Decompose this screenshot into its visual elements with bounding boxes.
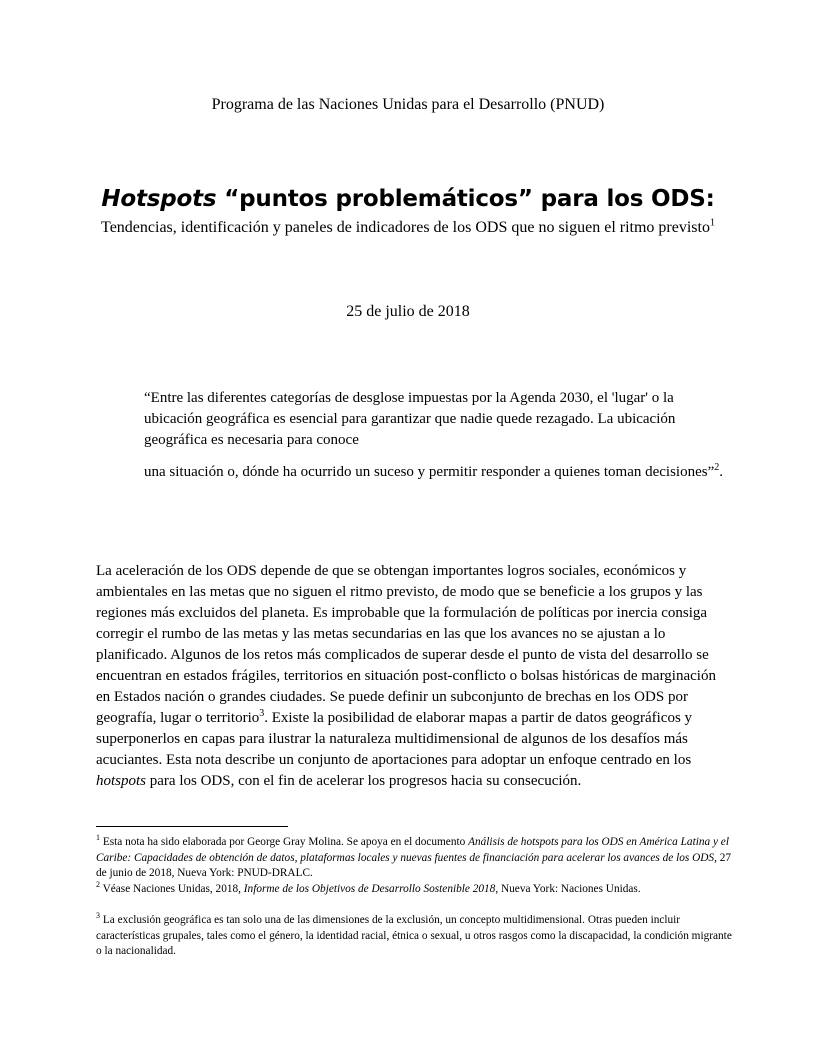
footnote-text: Véase Naciones Unidas, 2018, bbox=[100, 883, 244, 895]
quote-text: una situación o, dónde ha ocurrido un suceso y permitir responder a quienes toman decisiones” bbox=[144, 464, 715, 480]
footnote-1 bbox=[96, 835, 736, 882]
body-paragraph bbox=[96, 561, 726, 792]
body-text-1: La aceleración de los ODS depende de que se obtengan importantes logros sociales, económicos y ambientales en las metas que no siguen el ritmo previsto, de modo que se beneficie a los grupos y las regiones más excluidos del planeta. Es improbable que la formulación de políticas por inercia consiga corregir el rumbo de las metas y las metas secundarias en las que los avances no se ajustan a lo planificado. Algunos de los retos más complicados de superar desde el punto de vista del desarrollo se encuentran en estados frágiles, territorios en situación post-conflicto o bolsas históricas de marginación en Estados nación o grandes ciudades. Se puede definir un subconjunto de brechas en los ODS por geografía, lugar o territorio bbox=[96, 563, 716, 726]
footnote-ref-2[interactable]: 2 bbox=[714, 462, 720, 473]
subtitle-text: Tendencias, identificación y paneles de indicadores de los ODS que no siguen el ritmo previsto bbox=[101, 219, 710, 236]
document-date: 25 de julio de 2018 bbox=[346, 303, 470, 320]
title-rest: “puntos problemáticos” para los ODS: bbox=[216, 186, 715, 212]
footnote-italic: Informe de los Objetivos de Desarrollo Sostenible 2018 bbox=[243, 883, 496, 895]
footnote-italic: Análisis de hotspots para los ODS en América Latina y el Caribe: Capacidades de obtención de datos, plataformas locales y nuevas fuentes de financiación para acelerar los avances de los ODS bbox=[96, 836, 729, 864]
body-italic: hotspots bbox=[96, 773, 147, 789]
footnote-number: 1 bbox=[96, 833, 100, 843]
organization-header: Programa de las Naciones Unidas para el Desarrollo (PNUD) bbox=[211, 96, 605, 113]
title-italic: Hotspots bbox=[101, 186, 217, 212]
footnote-text: Esta nota ha sido elaborada por George Gray Molina. Se apoya en el documento bbox=[100, 836, 469, 848]
footnote-separator bbox=[96, 826, 288, 827]
footnote-number: 2 bbox=[96, 880, 100, 890]
body-text-2: . Existe la posibilidad de elaborar mapas a partir de datos geográficos y superponerlos en capas para ilustrar la naturaleza multidimensional de algunos de los desafíos más acuciantes. Esta nota describe un conjunto de aportaciones para adoptar un enfoque centrado en los bbox=[96, 710, 693, 768]
footnote-2 bbox=[96, 882, 736, 898]
footnote-3 bbox=[96, 913, 736, 960]
quote-paragraph-2 bbox=[144, 462, 724, 483]
body-text-3: para los ODS, con el fin de acelerar los progresos hacia su consecución. bbox=[146, 773, 582, 789]
quote-paragraph-1: “Entre las diferentes categorías de desglose impuestas por la Agenda 2030, el 'lugar' o la ubicación geográfica es esencial para garantizar que nadie quede rezagado. La ubicación geográfica es necesaria para conoce bbox=[144, 390, 676, 448]
footnote-text-end: , 27 de junio de 2018, Nueva York: PNUD-DRALC. bbox=[96, 851, 732, 879]
footnote-ref-3[interactable]: 3 bbox=[259, 708, 265, 719]
footnote-number: 3 bbox=[96, 911, 100, 921]
quote-end: . bbox=[719, 464, 724, 480]
document-subtitle bbox=[100, 217, 716, 238]
document-title bbox=[0, 186, 816, 212]
footnote-text: La exclusión geográfica es tan solo una de las dimensiones de la exclusión, un concepto multidimensional. Otras pueden incluir características grupales, tales como el género, la identidad racial, étnica o sexual, u otros rasgos como la discapacidad, la condición migrante o la nacionalidad. bbox=[96, 914, 732, 957]
footnote-ref-1[interactable]: 1 bbox=[709, 217, 715, 229]
footnote-text-end: , Nueva York: Naciones Unidas. bbox=[495, 883, 641, 895]
